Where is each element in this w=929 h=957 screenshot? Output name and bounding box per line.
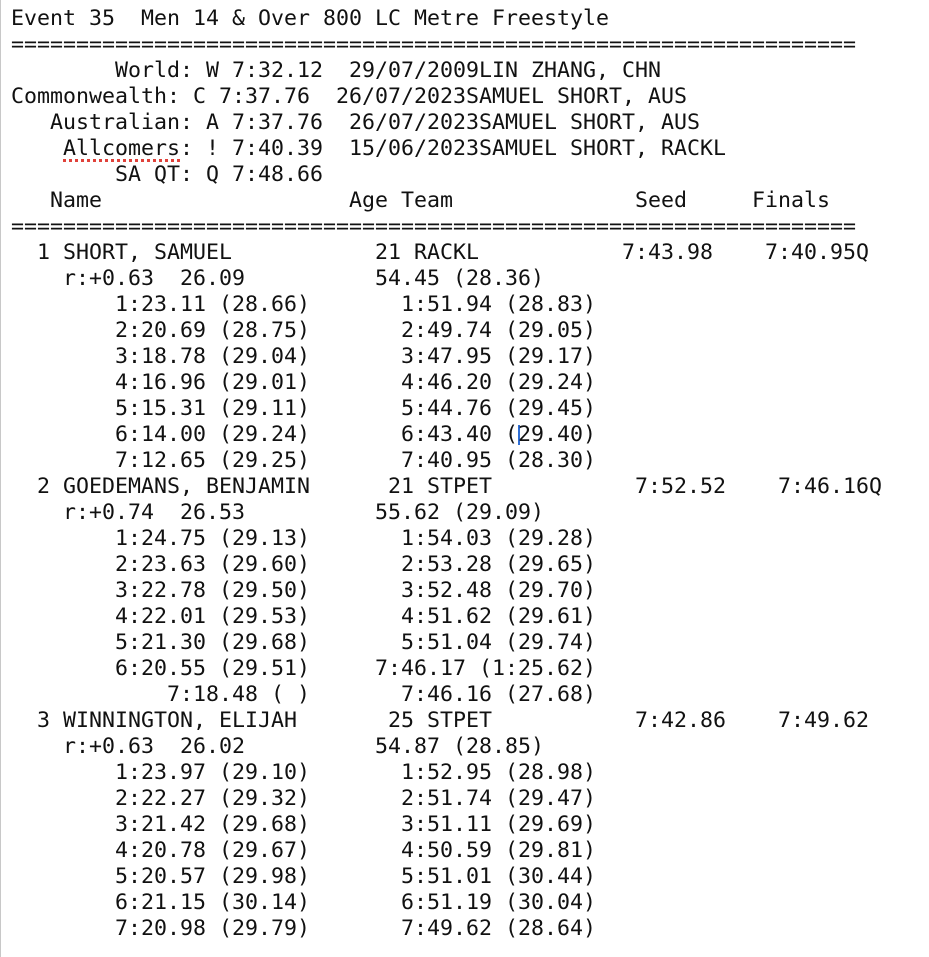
record-allcomers — [11, 136, 882, 162]
results-list — [11, 240, 882, 942]
split-line: 6:21.15 (30.14) 6:51.19 (30.04) — [11, 890, 597, 915]
split-line: 1:23.11 (28.66) 1:51.94 (28.83) — [11, 292, 597, 317]
split-line: 2:23.63 (29.60) 2:53.28 (29.65) — [11, 552, 597, 577]
spellcheck-word-allcomers[interactable]: Allcomers — [63, 136, 181, 161]
split-line: 4:22.01 (29.53) 4:51.62 (29.61) — [11, 604, 597, 629]
record-world: World: W 7:32.12 29/07/2009LIN ZHANG, CHN — [11, 58, 662, 83]
result-row: 1 SHORT, SAMUEL 21 RACKL 7:43.98 7:40.95Q — [11, 240, 870, 265]
split-line: 2:22.27 (29.32) 2:51.74 (29.47) — [11, 786, 597, 811]
record-commonwealth: Commonwealth: C 7:37.76 26/07/2023SAMUEL SHORT, AUS — [11, 84, 688, 109]
column-headers: Name Age Team Seed Finals — [11, 188, 831, 213]
record-sa-qt: SA QT: Q 7:48.66 — [11, 162, 324, 187]
split-line: 1:24.75 (29.13) 1:54.03 (29.28) — [11, 526, 597, 551]
split-line: 3:22.78 (29.50) 3:52.48 (29.70) — [11, 578, 597, 603]
window-left-edge — [0, 0, 1, 957]
divider-rule: ================================================================= — [11, 32, 857, 57]
split-line: 7:12.65 (29.25) 7:40.95 (28.30) — [11, 448, 597, 473]
split-line: 4:20.78 (29.67) 4:50.59 (29.81) — [11, 838, 597, 863]
reaction-row: r:+0.74 26.53 55.62 (29.09) — [11, 500, 545, 525]
split-line: 7:18.48 ( ) 7:46.16 (27.68) — [11, 682, 597, 707]
result-row: 2 GOEDEMANS, BENJAMIN 21 STPET 7:52.52 7:46.16Q — [11, 474, 883, 499]
split-line: 3:21.42 (29.68) 3:51.11 (29.69) — [11, 812, 597, 837]
split-line: 7:20.98 (29.79) 7:49.62 (28.64) — [11, 916, 597, 941]
event-title: Event 35 Men 14 & Over 800 LC Metre Freestyle — [11, 6, 610, 31]
split-line: 5:20.57 (29.98) 5:51.01 (30.44) — [11, 864, 597, 889]
split-line: 4:16.96 (29.01) 4:46.20 (29.24) — [11, 370, 597, 395]
split-line: 6:20.55 (29.51) 7:46.17 (1:25.62) — [11, 656, 597, 681]
split-line — [11, 422, 882, 448]
record-allcomers-value: : ! 7:40.39 15/06/2023SAMUEL SHORT, RACKL — [180, 136, 727, 161]
split-line: 3:18.78 (29.04) 3:47.95 (29.17) — [11, 344, 597, 369]
result-row: 3 WINNINGTON, ELIJAH 25 STPET 7:42.86 7:49.62 — [11, 708, 870, 733]
split-text: 6:14.00 (29.24) 6:43.40 ( — [11, 422, 519, 447]
reaction-row: r:+0.63 26.02 54.87 (28.85) — [11, 734, 545, 759]
results-document[interactable] — [11, 6, 882, 942]
split-line: 2:20.69 (28.75) 2:49.74 (29.05) — [11, 318, 597, 343]
record-australian: Australian: A 7:37.76 26/07/2023SAMUEL SHORT, AUS — [11, 110, 701, 135]
split-line: 1:23.97 (29.10) 1:52.95 (28.98) — [11, 760, 597, 785]
split-text: 29.40) — [518, 422, 597, 447]
indent — [11, 136, 63, 161]
split-line: 5:21.30 (29.68) 5:51.04 (29.74) — [11, 630, 597, 655]
divider-rule: ================================================================= — [11, 214, 857, 239]
split-line: 5:15.31 (29.11) 5:44.76 (29.45) — [11, 396, 597, 421]
reaction-row: r:+0.63 26.09 54.45 (28.36) — [11, 266, 545, 291]
